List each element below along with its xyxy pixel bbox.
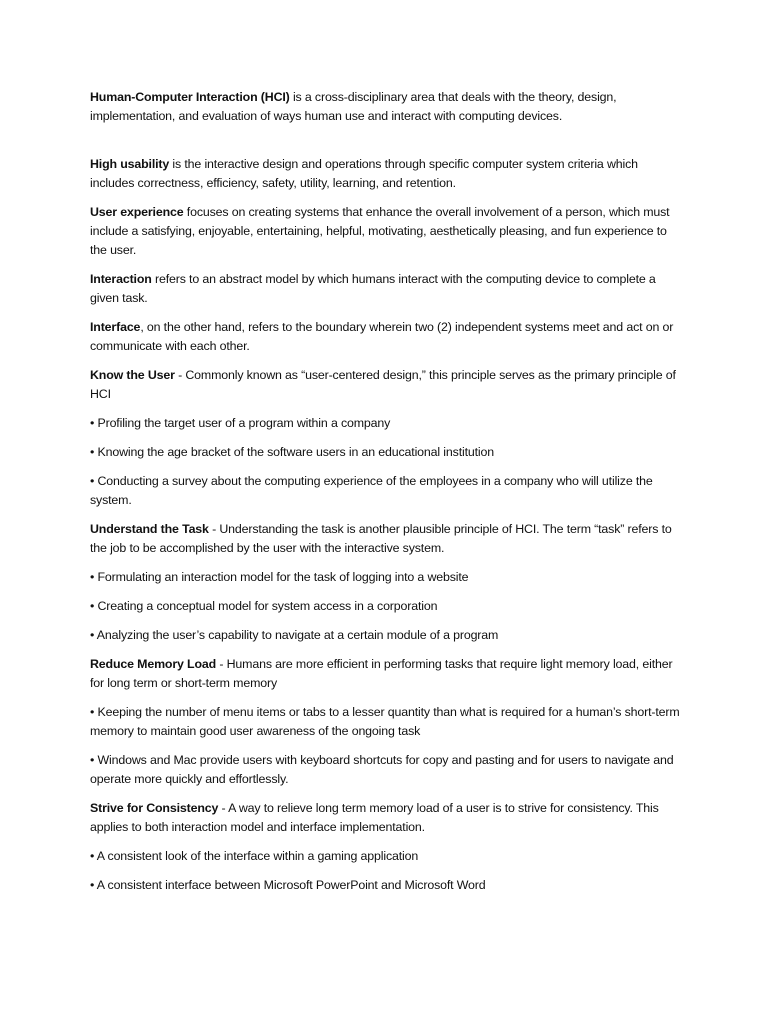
definition-user-experience: focuses on creating systems that enhance the overall involvement of a person, which must include a satisfying, enjoyable, entertaining, helpful, motivating, aesthetically pleasing, and fun experience to the user. <box>90 205 670 257</box>
paragraph-understand-the-task <box>90 520 682 558</box>
bullet-item: • Formulating an interaction model for the task of logging into a website <box>90 570 469 584</box>
bullet-item: • Conducting a survey about the computing experience of the employees in a company who will utilize the system. <box>90 474 653 507</box>
bullet-item: • Profiling the target user of a program within a company <box>90 416 391 430</box>
term-user-experience: User experience <box>90 205 184 219</box>
term-interface: Interface <box>90 320 141 334</box>
term-reduce-memory-load: Reduce Memory Load <box>90 657 217 671</box>
term-high-usability: High usability <box>90 157 170 171</box>
bullet-item: • A consistent look of the interface within a gaming application <box>90 849 419 863</box>
term-strive-for-consistency: Strive for Consistency <box>90 801 219 815</box>
definition-interaction: refers to an abstract model by which humans interact with the computing device to complete a given task. <box>90 272 656 305</box>
definition-know-the-user: - Commonly known as “user-centered design,” this principle serves as the primary principle of HCI <box>90 368 676 401</box>
paragraph-interface <box>90 318 682 356</box>
definition-understand-the-task: - Understanding the task is another plausible principle of HCI. The term “task” refers to the job to be accomplished by the user with the interactive system. <box>90 522 672 555</box>
paragraph-user-experience <box>90 203 682 260</box>
paragraph-strive-for-consistency <box>90 799 682 837</box>
bullet-item: • Windows and Mac provide users with keyboard shortcuts for copy and pasting and for users to navigate and operate more quickly and effortlessly. <box>90 753 674 786</box>
definition-interface: , on the other hand, refers to the boundary wherein two (2) independent systems meet and act on or communicate with each other. <box>90 320 674 353</box>
bullet-item: • A consistent interface between Microsoft PowerPoint and Microsoft Word <box>90 878 486 892</box>
term-interaction: Interaction <box>90 272 152 286</box>
definition-hci: is a cross-disciplinary area that deals with the theory, design, implementation, and evaluation of ways human use and interact with computing devices. <box>90 90 617 123</box>
paragraph-know-the-user <box>90 366 682 404</box>
definition-strive-for-consistency: - A way to relieve long term memory load of a user is to strive for consistency. This applies to both interaction model and interface implementation. <box>90 801 659 834</box>
paragraph-reduce-memory-load <box>90 655 682 693</box>
bullet-item: • Creating a conceptual model for system access in a corporation <box>90 599 438 613</box>
definition-high-usability: is the interactive design and operations through specific computer system criteria which includes correctness, efficiency, safety, utility, learning, and retention. <box>90 157 638 190</box>
term-know-the-user: Know the User <box>90 368 175 382</box>
bullet-item: • Analyzing the user’s capability to navigate at a certain module of a program <box>90 628 499 642</box>
bullet-item: • Knowing the age bracket of the software users in an educational institution <box>90 445 494 459</box>
term-hci: Human-Computer Interaction (HCI) <box>90 90 290 104</box>
paragraph-interaction <box>90 270 682 308</box>
bullet-item: • Keeping the number of menu items or tabs to a lesser quantity than what is required for a human’s short-term memory to maintain good user awareness of the ongoing task <box>90 705 680 738</box>
term-understand-the-task: Understand the Task <box>90 522 209 536</box>
paragraph-high-usability <box>90 155 682 193</box>
definition-reduce-memory-load: - Humans are more efficient in performing tasks that require light memory load, either for long term or short-term memory <box>90 657 673 690</box>
paragraph-hci-definition <box>90 88 682 126</box>
